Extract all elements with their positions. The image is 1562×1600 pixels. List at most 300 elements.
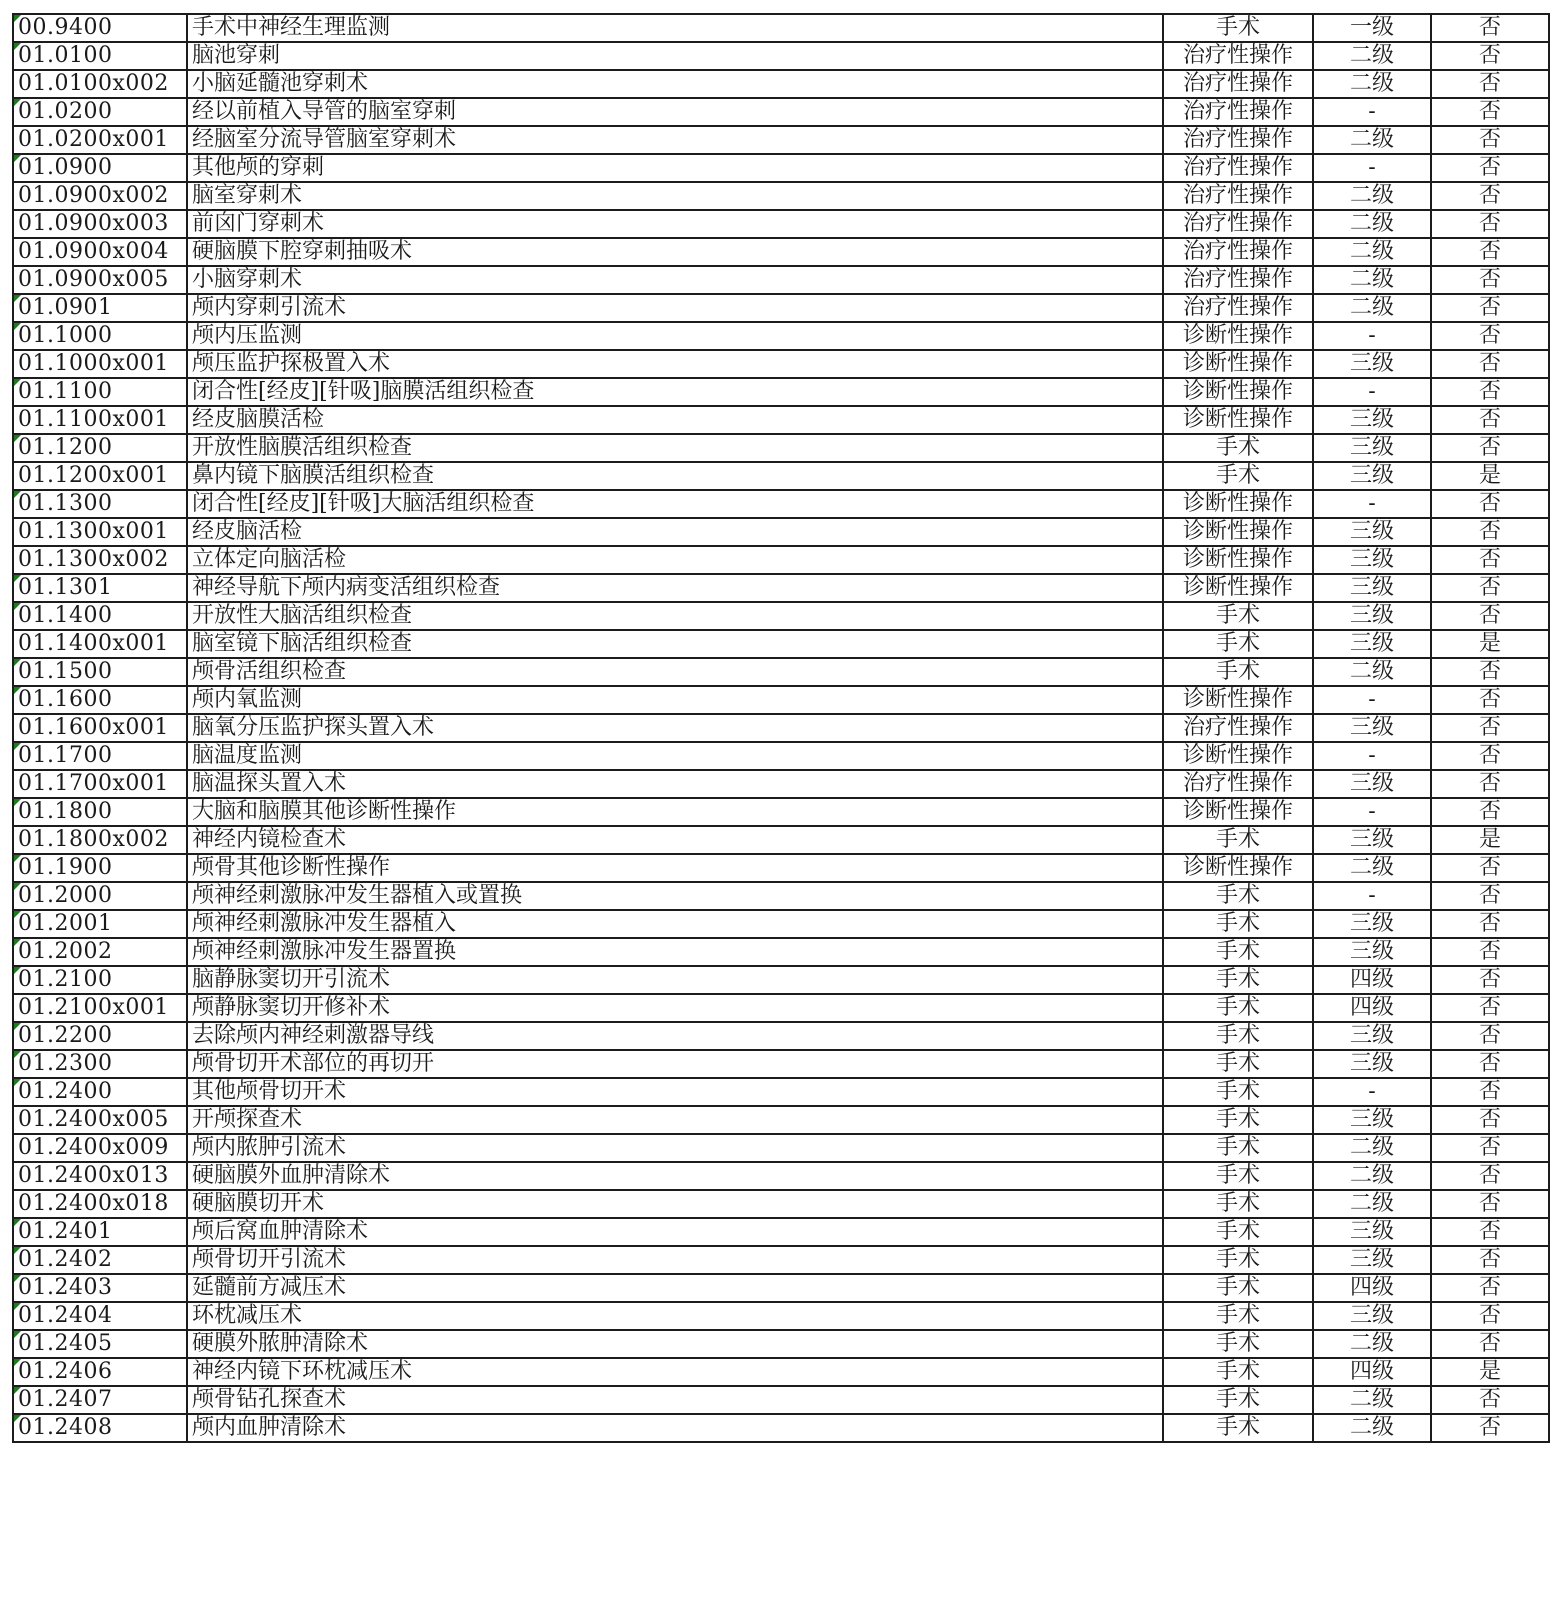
cell-surgery-level[interactable] [1313, 98, 1431, 126]
cell-code[interactable] [13, 126, 187, 154]
cell-flag[interactable] [1431, 266, 1549, 294]
cell-flag[interactable] [1431, 490, 1549, 518]
cell-surgery-level-text: 二级 [1349, 855, 1394, 880]
cell-procedure-name-text: 前囟门穿刺术 [192, 211, 325, 236]
cell-surgery-level[interactable] [1313, 1190, 1431, 1218]
cell-procedure-name[interactable] [187, 1190, 1163, 1218]
cell-surgery-level-text: - [1368, 687, 1376, 712]
cell-procedure-type[interactable] [1163, 126, 1313, 154]
cell-code[interactable] [13, 546, 187, 574]
cell-surgery-level[interactable] [1313, 14, 1431, 42]
cell-code[interactable] [13, 1106, 187, 1134]
cell-code[interactable] [13, 1330, 187, 1358]
cell-code[interactable] [13, 294, 187, 322]
cell-flag[interactable] [1431, 182, 1549, 210]
cell-flag[interactable] [1431, 1134, 1549, 1162]
cell-procedure-type-text: 治疗性操作 [1182, 71, 1293, 96]
cell-code[interactable] [13, 1134, 187, 1162]
cell-procedure-type[interactable] [1163, 1134, 1313, 1162]
cell-procedure-type[interactable] [1163, 1050, 1313, 1078]
cell-surgery-level[interactable] [1313, 322, 1431, 350]
cell-code-text: 01.0100 [18, 43, 113, 68]
table-row [13, 1386, 1549, 1414]
cell-procedure-type[interactable] [1163, 1218, 1313, 1246]
cell-procedure-type[interactable] [1163, 630, 1313, 658]
cell-procedure-name[interactable] [187, 518, 1163, 546]
cell-code[interactable] [13, 686, 187, 714]
cell-flag[interactable] [1431, 602, 1549, 630]
cell-procedure-name[interactable] [187, 1050, 1163, 1078]
cell-code-text: 01.1100 [18, 379, 113, 404]
cell-procedure-type[interactable] [1163, 910, 1313, 938]
cell-flag[interactable] [1431, 1078, 1549, 1106]
cell-procedure-name[interactable] [187, 546, 1163, 574]
cell-code[interactable] [13, 1386, 187, 1414]
cell-procedure-name[interactable] [187, 714, 1163, 742]
cell-procedure-type-text: 治疗性操作 [1182, 43, 1293, 68]
cell-surgery-level[interactable] [1313, 658, 1431, 686]
cell-procedure-name[interactable] [187, 1330, 1163, 1358]
cell-procedure-name[interactable] [187, 98, 1163, 126]
cell-procedure-type[interactable] [1163, 1414, 1313, 1442]
cell-surgery-level[interactable] [1313, 1414, 1431, 1442]
cell-flag[interactable] [1431, 1358, 1549, 1386]
cell-procedure-type-text: 手术 [1215, 435, 1260, 460]
cell-procedure-type[interactable] [1163, 966, 1313, 994]
cell-procedure-type[interactable] [1163, 714, 1313, 742]
cell-code[interactable] [13, 1246, 187, 1274]
cell-code[interactable] [13, 154, 187, 182]
cell-code[interactable] [13, 1414, 187, 1442]
cell-surgery-level[interactable] [1313, 546, 1431, 574]
cell-flag[interactable] [1431, 238, 1549, 266]
cell-flag[interactable] [1431, 1246, 1549, 1274]
cell-surgery-level[interactable] [1313, 1302, 1431, 1330]
cell-procedure-type[interactable] [1163, 406, 1313, 434]
cell-flag[interactable] [1431, 350, 1549, 378]
cell-flag[interactable] [1431, 1022, 1549, 1050]
cell-procedure-type[interactable] [1163, 574, 1313, 602]
cell-flag[interactable] [1431, 686, 1549, 714]
cell-code-text: 01.1800x002 [18, 827, 169, 852]
cell-procedure-name[interactable] [187, 14, 1163, 42]
cell-code-text: 01.2405 [18, 1331, 113, 1356]
cell-flag[interactable] [1431, 1050, 1549, 1078]
cell-code[interactable] [13, 266, 187, 294]
cell-flag[interactable] [1431, 1162, 1549, 1190]
cell-flag[interactable] [1431, 462, 1549, 490]
cell-code[interactable] [13, 714, 187, 742]
cell-procedure-type[interactable] [1163, 182, 1313, 210]
cell-procedure-type[interactable] [1163, 1190, 1313, 1218]
cell-code[interactable] [13, 350, 187, 378]
cell-code[interactable] [13, 770, 187, 798]
cell-procedure-name[interactable] [187, 210, 1163, 238]
cell-code[interactable] [13, 602, 187, 630]
cell-surgery-level-text: 三级 [1349, 1303, 1394, 1328]
cell-surgery-level-text: 三级 [1349, 351, 1394, 376]
cell-surgery-level-text: 三级 [1349, 1023, 1394, 1048]
cell-code[interactable] [13, 798, 187, 826]
cell-code[interactable] [13, 910, 187, 938]
cell-code[interactable] [13, 994, 187, 1022]
cell-procedure-name[interactable] [187, 770, 1163, 798]
cell-procedure-name[interactable] [187, 322, 1163, 350]
cell-code[interactable] [13, 854, 187, 882]
cell-surgery-level[interactable] [1313, 1274, 1431, 1302]
cell-surgery-level-text: 四级 [1349, 967, 1394, 992]
cell-procedure-name-text: 经以前植入导管的脑室穿刺 [192, 99, 457, 124]
cell-procedure-type[interactable] [1163, 1358, 1313, 1386]
cell-code[interactable] [13, 882, 187, 910]
cell-code[interactable] [13, 574, 187, 602]
cell-procedure-type[interactable] [1163, 266, 1313, 294]
cell-code[interactable] [13, 938, 187, 966]
cell-procedure-name[interactable] [187, 1134, 1163, 1162]
cell-surgery-level[interactable] [1313, 770, 1431, 798]
cell-procedure-type[interactable] [1163, 322, 1313, 350]
cell-code[interactable] [13, 490, 187, 518]
cell-code[interactable] [13, 182, 187, 210]
cell-flag[interactable] [1431, 910, 1549, 938]
cell-procedure-type[interactable] [1163, 154, 1313, 182]
cell-procedure-name[interactable] [187, 994, 1163, 1022]
cell-surgery-level[interactable] [1313, 1106, 1431, 1134]
cell-procedure-type-text: 手术 [1215, 1415, 1260, 1440]
cell-flag[interactable] [1431, 966, 1549, 994]
cell-code[interactable] [13, 14, 187, 42]
cell-surgery-level[interactable] [1313, 574, 1431, 602]
cell-code[interactable] [13, 462, 187, 490]
cell-procedure-name[interactable] [187, 854, 1163, 882]
cell-procedure-name[interactable] [187, 882, 1163, 910]
cell-procedure-type[interactable] [1163, 1386, 1313, 1414]
cell-procedure-type[interactable] [1163, 210, 1313, 238]
cell-procedure-type[interactable] [1163, 98, 1313, 126]
cell-flag[interactable] [1431, 574, 1549, 602]
cell-surgery-level[interactable] [1313, 1218, 1431, 1246]
cell-code[interactable] [13, 210, 187, 238]
cell-surgery-level[interactable] [1313, 966, 1431, 994]
cell-surgery-level[interactable] [1313, 714, 1431, 742]
cell-procedure-type[interactable] [1163, 770, 1313, 798]
text-number-indicator-icon [14, 155, 21, 162]
cell-procedure-type-text: 诊断性操作 [1182, 323, 1293, 348]
cell-procedure-type[interactable] [1163, 658, 1313, 686]
cell-procedure-type[interactable] [1163, 14, 1313, 42]
cell-flag[interactable] [1431, 406, 1549, 434]
cell-surgery-level[interactable] [1313, 1358, 1431, 1386]
cell-flag[interactable] [1431, 154, 1549, 182]
cell-flag[interactable] [1431, 742, 1549, 770]
cell-procedure-name[interactable] [187, 266, 1163, 294]
cell-flag[interactable] [1431, 658, 1549, 686]
cell-flag[interactable] [1431, 42, 1549, 70]
cell-flag[interactable] [1431, 98, 1549, 126]
cell-procedure-type[interactable] [1163, 686, 1313, 714]
cell-flag[interactable] [1431, 714, 1549, 742]
cell-procedure-name[interactable] [187, 1246, 1163, 1274]
cell-code[interactable] [13, 1022, 187, 1050]
cell-procedure-type[interactable] [1163, 1078, 1313, 1106]
cell-flag[interactable] [1431, 434, 1549, 462]
cell-flag[interactable] [1431, 322, 1549, 350]
cell-procedure-name[interactable] [187, 630, 1163, 658]
cell-procedure-type[interactable] [1163, 1274, 1313, 1302]
cell-procedure-type-text: 手术 [1215, 463, 1260, 488]
cell-procedure-name[interactable] [187, 966, 1163, 994]
table-row [13, 322, 1549, 350]
cell-procedure-name[interactable] [187, 742, 1163, 770]
cell-flag[interactable] [1431, 770, 1549, 798]
cell-flag[interactable] [1431, 1106, 1549, 1134]
cell-surgery-level[interactable] [1313, 238, 1431, 266]
cell-procedure-name[interactable] [187, 686, 1163, 714]
cell-code[interactable] [13, 1078, 187, 1106]
cell-flag[interactable] [1431, 798, 1549, 826]
cell-surgery-level[interactable] [1313, 1022, 1431, 1050]
cell-code[interactable] [13, 70, 187, 98]
cell-surgery-level[interactable] [1313, 434, 1431, 462]
cell-procedure-name[interactable] [187, 182, 1163, 210]
cell-procedure-name[interactable] [187, 1274, 1163, 1302]
cell-code[interactable] [13, 742, 187, 770]
cell-procedure-type[interactable] [1163, 1330, 1313, 1358]
cell-code[interactable] [13, 434, 187, 462]
cell-surgery-level[interactable] [1313, 630, 1431, 658]
cell-surgery-level[interactable] [1313, 602, 1431, 630]
cell-surgery-level[interactable] [1313, 406, 1431, 434]
cell-procedure-name[interactable] [187, 1162, 1163, 1190]
cell-procedure-name-text: 小脑延髓池穿刺术 [192, 71, 369, 96]
cell-flag[interactable] [1431, 518, 1549, 546]
cell-flag[interactable] [1431, 14, 1549, 42]
cell-surgery-level[interactable] [1313, 1386, 1431, 1414]
cell-flag[interactable] [1431, 1218, 1549, 1246]
cell-procedure-name[interactable] [187, 798, 1163, 826]
cell-procedure-name-text: 颅骨活组织检查 [192, 659, 347, 684]
cell-procedure-name[interactable] [187, 1106, 1163, 1134]
cell-procedure-type-text: 手术 [1215, 883, 1260, 908]
cell-code[interactable] [13, 630, 187, 658]
cell-surgery-level[interactable] [1313, 182, 1431, 210]
cell-procedure-name[interactable] [187, 658, 1163, 686]
cell-procedure-type[interactable] [1163, 994, 1313, 1022]
cell-surgery-level[interactable] [1313, 210, 1431, 238]
cell-procedure-name[interactable] [187, 154, 1163, 182]
cell-procedure-name[interactable] [187, 238, 1163, 266]
cell-code[interactable] [13, 658, 187, 686]
cell-procedure-type[interactable] [1163, 742, 1313, 770]
cell-flag[interactable] [1431, 1190, 1549, 1218]
cell-procedure-name[interactable] [187, 70, 1163, 98]
cell-surgery-level[interactable] [1313, 1246, 1431, 1274]
cell-procedure-type[interactable] [1163, 434, 1313, 462]
cell-code[interactable] [13, 322, 187, 350]
cell-surgery-level-text: 二级 [1349, 183, 1394, 208]
cell-surgery-level[interactable] [1313, 910, 1431, 938]
cell-procedure-type[interactable] [1163, 826, 1313, 854]
cell-procedure-type[interactable] [1163, 1106, 1313, 1134]
cell-procedure-name[interactable] [187, 1218, 1163, 1246]
cell-flag-text: 否 [1478, 351, 1501, 376]
cell-surgery-level[interactable] [1313, 1330, 1431, 1358]
cell-surgery-level[interactable] [1313, 686, 1431, 714]
cell-flag-text: 否 [1478, 1247, 1501, 1272]
cell-flag-text: 否 [1478, 239, 1501, 264]
cell-procedure-type[interactable] [1163, 1302, 1313, 1330]
cell-procedure-type-text: 手术 [1215, 1247, 1260, 1272]
cell-procedure-name[interactable] [187, 126, 1163, 154]
cell-procedure-name[interactable] [187, 406, 1163, 434]
cell-procedure-name[interactable] [187, 294, 1163, 322]
cell-surgery-level[interactable] [1313, 378, 1431, 406]
cell-surgery-level[interactable] [1313, 1134, 1431, 1162]
cell-procedure-name[interactable] [187, 490, 1163, 518]
cell-procedure-type[interactable] [1163, 238, 1313, 266]
cell-procedure-name[interactable] [187, 1358, 1163, 1386]
cell-code-text: 01.2406 [18, 1359, 113, 1384]
cell-surgery-level[interactable] [1313, 490, 1431, 518]
cell-flag[interactable] [1431, 630, 1549, 658]
cell-procedure-type[interactable] [1163, 1246, 1313, 1274]
cell-procedure-type[interactable] [1163, 882, 1313, 910]
cell-surgery-level[interactable] [1313, 518, 1431, 546]
table-row [13, 378, 1549, 406]
cell-flag[interactable] [1431, 294, 1549, 322]
cell-procedure-type[interactable] [1163, 854, 1313, 882]
cell-procedure-name[interactable] [187, 826, 1163, 854]
cell-surgery-level[interactable] [1313, 350, 1431, 378]
cell-flag[interactable] [1431, 994, 1549, 1022]
cell-procedure-name[interactable] [187, 462, 1163, 490]
cell-procedure-type[interactable] [1163, 462, 1313, 490]
cell-code[interactable] [13, 1218, 187, 1246]
cell-code[interactable] [13, 1358, 187, 1386]
cell-code[interactable] [13, 42, 187, 70]
cell-flag[interactable] [1431, 1330, 1549, 1358]
cell-code[interactable] [13, 406, 187, 434]
cell-surgery-level[interactable] [1313, 854, 1431, 882]
table-row [13, 1162, 1549, 1190]
cell-flag[interactable] [1431, 1274, 1549, 1302]
cell-procedure-type[interactable] [1163, 70, 1313, 98]
cell-procedure-name[interactable] [187, 938, 1163, 966]
cell-procedure-type[interactable] [1163, 938, 1313, 966]
cell-procedure-type[interactable] [1163, 1022, 1313, 1050]
cell-surgery-level[interactable] [1313, 70, 1431, 98]
cell-surgery-level-text: 三级 [1349, 1051, 1394, 1076]
cell-flag[interactable] [1431, 210, 1549, 238]
cell-surgery-level[interactable] [1313, 798, 1431, 826]
cell-procedure-name[interactable] [187, 378, 1163, 406]
cell-flag[interactable] [1431, 126, 1549, 154]
cell-surgery-level[interactable] [1313, 1162, 1431, 1190]
cell-procedure-name[interactable] [187, 574, 1163, 602]
cell-flag[interactable] [1431, 826, 1549, 854]
cell-procedure-name[interactable] [187, 434, 1163, 462]
cell-surgery-level[interactable] [1313, 994, 1431, 1022]
cell-procedure-type[interactable] [1163, 350, 1313, 378]
cell-procedure-type[interactable] [1163, 294, 1313, 322]
cell-procedure-name[interactable] [187, 910, 1163, 938]
cell-surgery-level[interactable] [1313, 462, 1431, 490]
cell-procedure-name[interactable] [187, 1078, 1163, 1106]
cell-surgery-level[interactable] [1313, 882, 1431, 910]
cell-surgery-level[interactable] [1313, 154, 1431, 182]
cell-procedure-type-text: 手术 [1215, 631, 1260, 656]
cell-procedure-type[interactable] [1163, 490, 1313, 518]
cell-surgery-level[interactable] [1313, 126, 1431, 154]
cell-procedure-name[interactable] [187, 1022, 1163, 1050]
cell-flag[interactable] [1431, 1414, 1549, 1442]
cell-code[interactable] [13, 378, 187, 406]
cell-surgery-level[interactable] [1313, 1050, 1431, 1078]
cell-surgery-level[interactable] [1313, 1078, 1431, 1106]
cell-flag-text: 否 [1478, 771, 1501, 796]
cell-procedure-name[interactable] [187, 1386, 1163, 1414]
cell-procedure-name[interactable] [187, 602, 1163, 630]
cell-procedure-type[interactable] [1163, 602, 1313, 630]
cell-code[interactable] [13, 518, 187, 546]
cell-code[interactable] [13, 1274, 187, 1302]
cell-surgery-level[interactable] [1313, 826, 1431, 854]
cell-procedure-type[interactable] [1163, 42, 1313, 70]
cell-procedure-type[interactable] [1163, 518, 1313, 546]
table-row [13, 266, 1549, 294]
cell-code-text: 01.1600 [18, 687, 113, 712]
cell-flag[interactable] [1431, 882, 1549, 910]
cell-flag[interactable] [1431, 1386, 1549, 1414]
cell-code[interactable] [13, 1162, 187, 1190]
text-number-indicator-icon [14, 1331, 21, 1338]
table-row [13, 1414, 1549, 1442]
cell-code-text: 01.2408 [18, 1415, 113, 1440]
cell-procedure-name-text: 小脑穿刺术 [192, 267, 303, 292]
cell-surgery-level[interactable] [1313, 742, 1431, 770]
cell-procedure-type-text: 手术 [1215, 1107, 1260, 1132]
cell-procedure-type[interactable] [1163, 798, 1313, 826]
cell-procedure-type[interactable] [1163, 546, 1313, 574]
cell-code[interactable] [13, 966, 187, 994]
cell-flag[interactable] [1431, 854, 1549, 882]
cell-flag[interactable] [1431, 70, 1549, 98]
table-row [13, 70, 1549, 98]
cell-procedure-name[interactable] [187, 42, 1163, 70]
cell-code[interactable] [13, 826, 187, 854]
cell-code[interactable] [13, 1050, 187, 1078]
cell-procedure-name[interactable] [187, 1414, 1163, 1442]
cell-flag[interactable] [1431, 378, 1549, 406]
cell-surgery-level[interactable] [1313, 294, 1431, 322]
cell-procedure-type[interactable] [1163, 378, 1313, 406]
cell-procedure-type-text: 手术 [1215, 1191, 1260, 1216]
cell-code[interactable] [13, 98, 187, 126]
cell-flag[interactable] [1431, 1302, 1549, 1330]
cell-flag[interactable] [1431, 938, 1549, 966]
cell-code[interactable] [13, 238, 187, 266]
cell-flag-text: 否 [1478, 1107, 1501, 1132]
cell-surgery-level[interactable] [1313, 938, 1431, 966]
cell-flag[interactable] [1431, 546, 1549, 574]
cell-surgery-level[interactable] [1313, 266, 1431, 294]
cell-procedure-type[interactable] [1163, 1162, 1313, 1190]
cell-code[interactable] [13, 1190, 187, 1218]
cell-procedure-name[interactable] [187, 350, 1163, 378]
cell-surgery-level[interactable] [1313, 42, 1431, 70]
cell-code[interactable] [13, 1302, 187, 1330]
cell-procedure-name[interactable] [187, 1302, 1163, 1330]
